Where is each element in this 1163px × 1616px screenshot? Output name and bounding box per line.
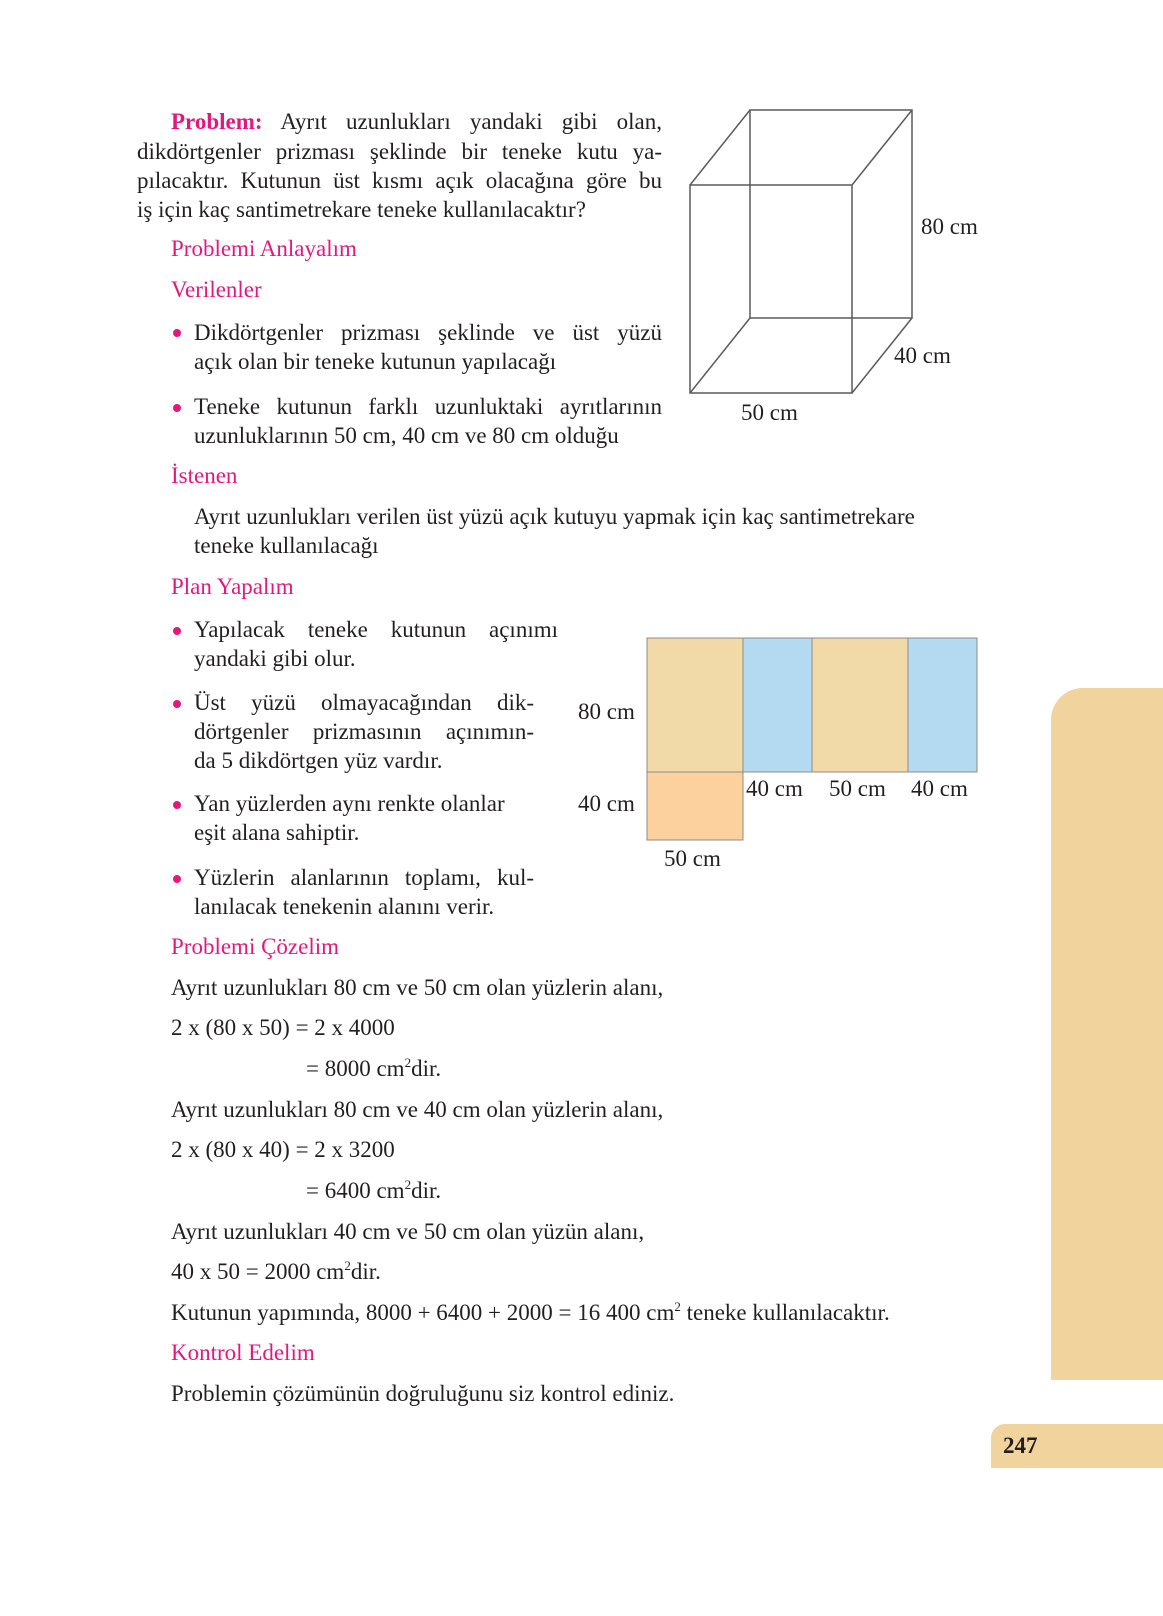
bullet-dot bbox=[173, 404, 181, 412]
net-face-side-2 bbox=[908, 638, 977, 772]
solve-heading: Problemi Çözelim bbox=[171, 934, 340, 959]
box-figure bbox=[680, 100, 1010, 430]
plan-item-3-line-2: eşit alana sahiptir. bbox=[194, 820, 360, 845]
net-label-face-4: 40 cm bbox=[911, 776, 968, 801]
net-label-base-height: 40 cm bbox=[578, 791, 635, 816]
net-figure bbox=[570, 630, 990, 880]
solve-total bbox=[171, 1298, 890, 1328]
result-suffix: dir. bbox=[411, 1056, 442, 1081]
check-heading: Kontrol Edelim bbox=[171, 1340, 315, 1365]
total-suffix: teneke kullanılacaktır. bbox=[680, 1300, 890, 1325]
net-label-face-2: 40 cm bbox=[746, 776, 803, 801]
problem-line-2: dikdörtgenler prizması şeklinde bir teneke kutu ya- bbox=[137, 139, 662, 164]
given-heading: Verilenler bbox=[171, 277, 262, 302]
solve-step-1-intro: Ayrıt uzunlukları 80 cm ve 50 cm olan yüzlerin alanı, bbox=[171, 975, 664, 1000]
plan-heading: Plan Yapalım bbox=[171, 574, 294, 599]
box-edge bbox=[690, 110, 750, 185]
plan-item-2-line-3: da 5 dikdörtgen yüz vardır. bbox=[194, 748, 443, 773]
solve-step-3-intro: Ayrıt uzunlukları 40 cm ve 50 cm olan yüzün alanı, bbox=[171, 1219, 645, 1244]
net-face-base bbox=[647, 772, 743, 840]
net-face-back bbox=[812, 638, 908, 772]
net-label-height: 80 cm bbox=[578, 699, 635, 724]
exponent: 2 bbox=[404, 1055, 412, 1070]
given-item-1-line-1: Dikdörtgenler prizması şeklinde ve üst yüzü bbox=[194, 320, 662, 345]
net-label-base-width: 50 cm bbox=[664, 846, 721, 871]
problem-text-1: Ayrıt uzunlukları yandaki gibi olan, bbox=[280, 109, 663, 134]
bullet-dot bbox=[173, 875, 181, 883]
box-label-width: 50 cm bbox=[741, 400, 798, 425]
given-item-2-line-1: Teneke kutunun farklı uzunluktaki ayrıtlarının bbox=[194, 394, 662, 419]
solve-step-2-intro: Ayrıt uzunlukları 80 cm ve 40 cm olan yüzlerin alanı, bbox=[171, 1097, 664, 1122]
result-value: = 8000 cm bbox=[306, 1056, 405, 1081]
plan-item-4-line-1: Yüzlerin alanlarının toplamı, kul- bbox=[194, 865, 534, 890]
result-value: 40 x 50 = 2000 cm bbox=[171, 1259, 345, 1284]
wanted-line-1: Ayrıt uzunlukları verilen üst yüzü açık kutuyu yapmak için kaç santimetrekare bbox=[194, 504, 915, 529]
solve-step-1-equation: 2 x (80 x 50) = 2 x 4000 bbox=[171, 1015, 395, 1040]
solve-step-2-result bbox=[306, 1176, 441, 1206]
plan-item-1-line-2: yandaki gibi olur. bbox=[194, 646, 356, 671]
solve-step-3-result bbox=[171, 1257, 381, 1287]
wanted-heading: İstenen bbox=[171, 463, 238, 488]
result-value: = 6400 cm bbox=[306, 1178, 405, 1203]
box-label-depth: 40 cm bbox=[894, 343, 951, 368]
given-item-2-line-2: uzunluklarının 50 cm, 40 cm ve 80 cm olduğu bbox=[194, 423, 619, 448]
exponent: 2 bbox=[674, 1299, 681, 1314]
solve-step-2-equation: 2 x (80 x 40) = 2 x 3200 bbox=[171, 1137, 395, 1162]
exponent: 2 bbox=[344, 1258, 351, 1273]
box-label-height: 80 cm bbox=[921, 214, 978, 239]
chapter-side-tab bbox=[1051, 688, 1163, 1380]
net-face-front bbox=[647, 638, 743, 772]
given-item-1-line-2: açık olan bir teneke kutunun yapılacağı bbox=[194, 349, 557, 374]
plan-item-3-line-1: Yan yüzlerden aynı renkte olanlar bbox=[194, 791, 505, 816]
understand-heading: Problemi Anlayalım bbox=[171, 236, 357, 261]
total-value: Kutunun yapımında, 8000 + 6400 + 2000 = 16 400 cm bbox=[171, 1300, 675, 1325]
result-suffix: dir. bbox=[350, 1259, 381, 1284]
bullet-dot bbox=[173, 627, 181, 635]
result-suffix: dir. bbox=[411, 1178, 442, 1203]
problem-line-4: iş için kaç santimetrekare teneke kullanılacaktır? bbox=[137, 197, 586, 222]
bullet-dot bbox=[173, 700, 181, 708]
exponent: 2 bbox=[404, 1177, 412, 1192]
plan-item-1-line-1: Yapılacak teneke kutunun açınımı bbox=[194, 617, 558, 642]
problem-line-3: pılacaktır. Kutunun üst kısmı açık olacağına göre bu bbox=[137, 168, 662, 193]
page-number: 247 bbox=[1003, 1433, 1038, 1458]
problem-label: Problem: bbox=[171, 109, 263, 134]
plan-item-4-line-2: lanılacak tenekenin alanını verir. bbox=[194, 894, 495, 919]
net-label-face-3: 50 cm bbox=[829, 776, 886, 801]
bullet-dot bbox=[173, 329, 181, 337]
check-text: Problemin çözümünün doğruluğunu siz kontrol ediniz. bbox=[171, 1381, 675, 1406]
problem-line-1 bbox=[171, 107, 662, 137]
box-edge bbox=[852, 110, 912, 185]
plan-item-2-line-1: Üst yüzü olmayacağından dik- bbox=[194, 690, 534, 715]
bullet-dot bbox=[173, 801, 181, 809]
solve-step-1-result bbox=[306, 1054, 441, 1084]
wanted-line-2: teneke kullanılacağı bbox=[194, 533, 379, 558]
plan-item-2-line-2: dörtgenler prizmasının açınımın- bbox=[194, 719, 534, 744]
box-edge bbox=[690, 318, 750, 393]
net-face-side-1 bbox=[743, 638, 812, 772]
